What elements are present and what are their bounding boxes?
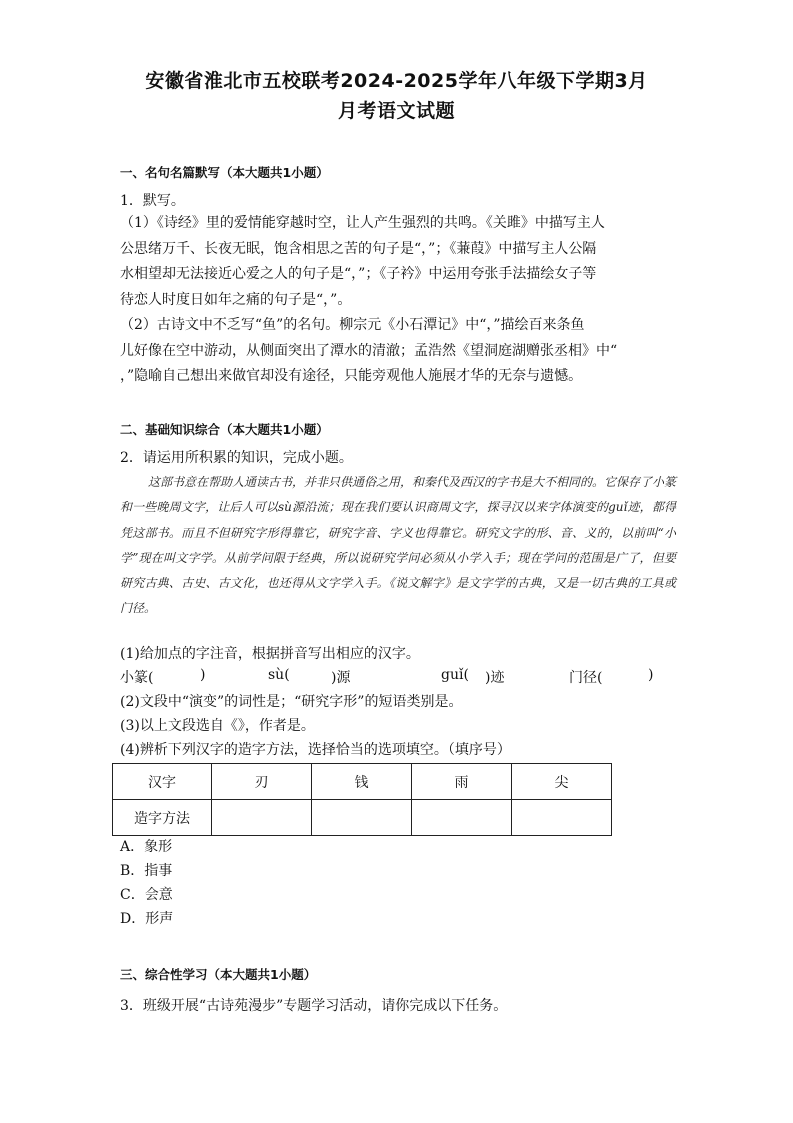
fill-item: )迹 <box>485 670 505 686</box>
fill-item: )源 <box>331 670 351 686</box>
subquestion-4: (4)辨析下列汉字的造字方法，选择恰当的选项填空。（填序号） <box>120 742 511 758</box>
section3-heading: 三、综合性学习（本大题共1小题） <box>120 967 317 982</box>
question1-label: 1．默写。 <box>120 193 185 209</box>
fill-item: sù( <box>268 667 290 683</box>
option-c: C．会意 <box>120 887 173 903</box>
table-cell: 尖 <box>512 764 612 800</box>
question3-label: 3．班级开展“古诗苑漫步”专题学习活动，请你完成以下任务。 <box>120 998 508 1014</box>
subquestion-3: (3)以上文段选自《》，作者是。 <box>120 718 315 734</box>
text-line: 儿好像在空中游动，从侧面突出了潭水的清澈；孟浩然《望洞庭湖赠张丞相》中“ <box>120 342 618 359</box>
table-cell: 造字方法 <box>113 800 212 836</box>
option-b: B．指事 <box>120 863 173 879</box>
answer-cell[interactable] <box>212 800 312 836</box>
fill-item: ) <box>200 667 206 683</box>
fill-item: guǐ( <box>441 667 469 683</box>
fill-item: 门径( <box>569 670 603 686</box>
table-cell: 汉字 <box>113 764 212 800</box>
text-line: 待恋人时度日如年之痛的句子是“，”。 <box>120 291 352 308</box>
text-line: 水相望却无法接近心爱之人的句子是“，”；《子衿》中运用夸张手法描绘女子等 <box>120 266 597 282</box>
table-row <box>113 800 612 836</box>
option-d: D．形声 <box>120 911 174 927</box>
answer-cell[interactable] <box>412 800 512 836</box>
text-line: （1）《诗经》里的爱情能穿越时空，让人产生强烈的共鸣。《关雎》中描写主人 <box>120 215 605 231</box>
text-line: （2）古诗文中不乏写“鱼”的名句。柳宗元《小石潭记》中“，”描绘百来条鱼 <box>120 317 585 333</box>
table-cell: 雨 <box>412 764 512 800</box>
table-row <box>113 764 612 800</box>
table-cell: 刃 <box>212 764 312 800</box>
question1-part2 <box>120 313 675 390</box>
subquestion-2: (2)文段中“演变”的词性是；“研究字形”的短语类别是。 <box>120 694 463 710</box>
text-line: 公思绪万千、长夜无眠，饱含相思之苦的句子是“，”；《蒹葭》中描写主人公隔 <box>120 240 597 257</box>
page-title-line1: 安徽省淮北市五校联考2024-2025学年八年级下学期3月 <box>145 70 648 92</box>
question1-part1 <box>120 211 675 313</box>
page-title-line2: 月考语文试题 <box>337 100 455 122</box>
fill-item: 小篆( <box>120 670 154 686</box>
answer-cell[interactable] <box>312 800 412 836</box>
character-table <box>112 763 612 836</box>
answer-cell[interactable] <box>512 800 612 836</box>
table-cell: 钱 <box>312 764 412 800</box>
question2-label: 2．请运用所积累的知识，完成小题。 <box>120 450 353 466</box>
text-line: ，”隐喻自己想出来做官却没有途径，只能旁观他人施展才华的无奈与遗憾。 <box>120 368 583 384</box>
section1-heading: 一、名句名篇默写（本大题共1小题） <box>120 165 329 180</box>
subquestion-1: (1)给加点的字注音，根据拼音写出相应的汉字。 <box>120 646 420 662</box>
section2-heading: 二、基础知识综合（本大题共1小题） <box>120 422 329 437</box>
fill-item: ) <box>648 667 654 683</box>
reading-passage: 这部书意在帮助人通读古书，并非只供通俗之用，和秦代及西汉的字书是大不相同的。它保存了小篆和一些晚周文字，让后人可以sù源沿流；现在我们要认识商周文字，探寻汉以来字体演变的guǐ迹，都得凭这部书。而且不但研究字形得靠它，研究字音、字义也得靠它。研究文字的形、音、义的，以前叫“小学”现在叫文字学。从前学问限于经典，所以说研究学问必须从小学入手；现在学问的范围是广了，但要研究古典、古史、古文化，也还得从文字学入手。《说文解字》是文字学的古典，又是一切古典的工具或门径。 <box>120 475 677 616</box>
option-a: A．象形 <box>120 839 173 855</box>
